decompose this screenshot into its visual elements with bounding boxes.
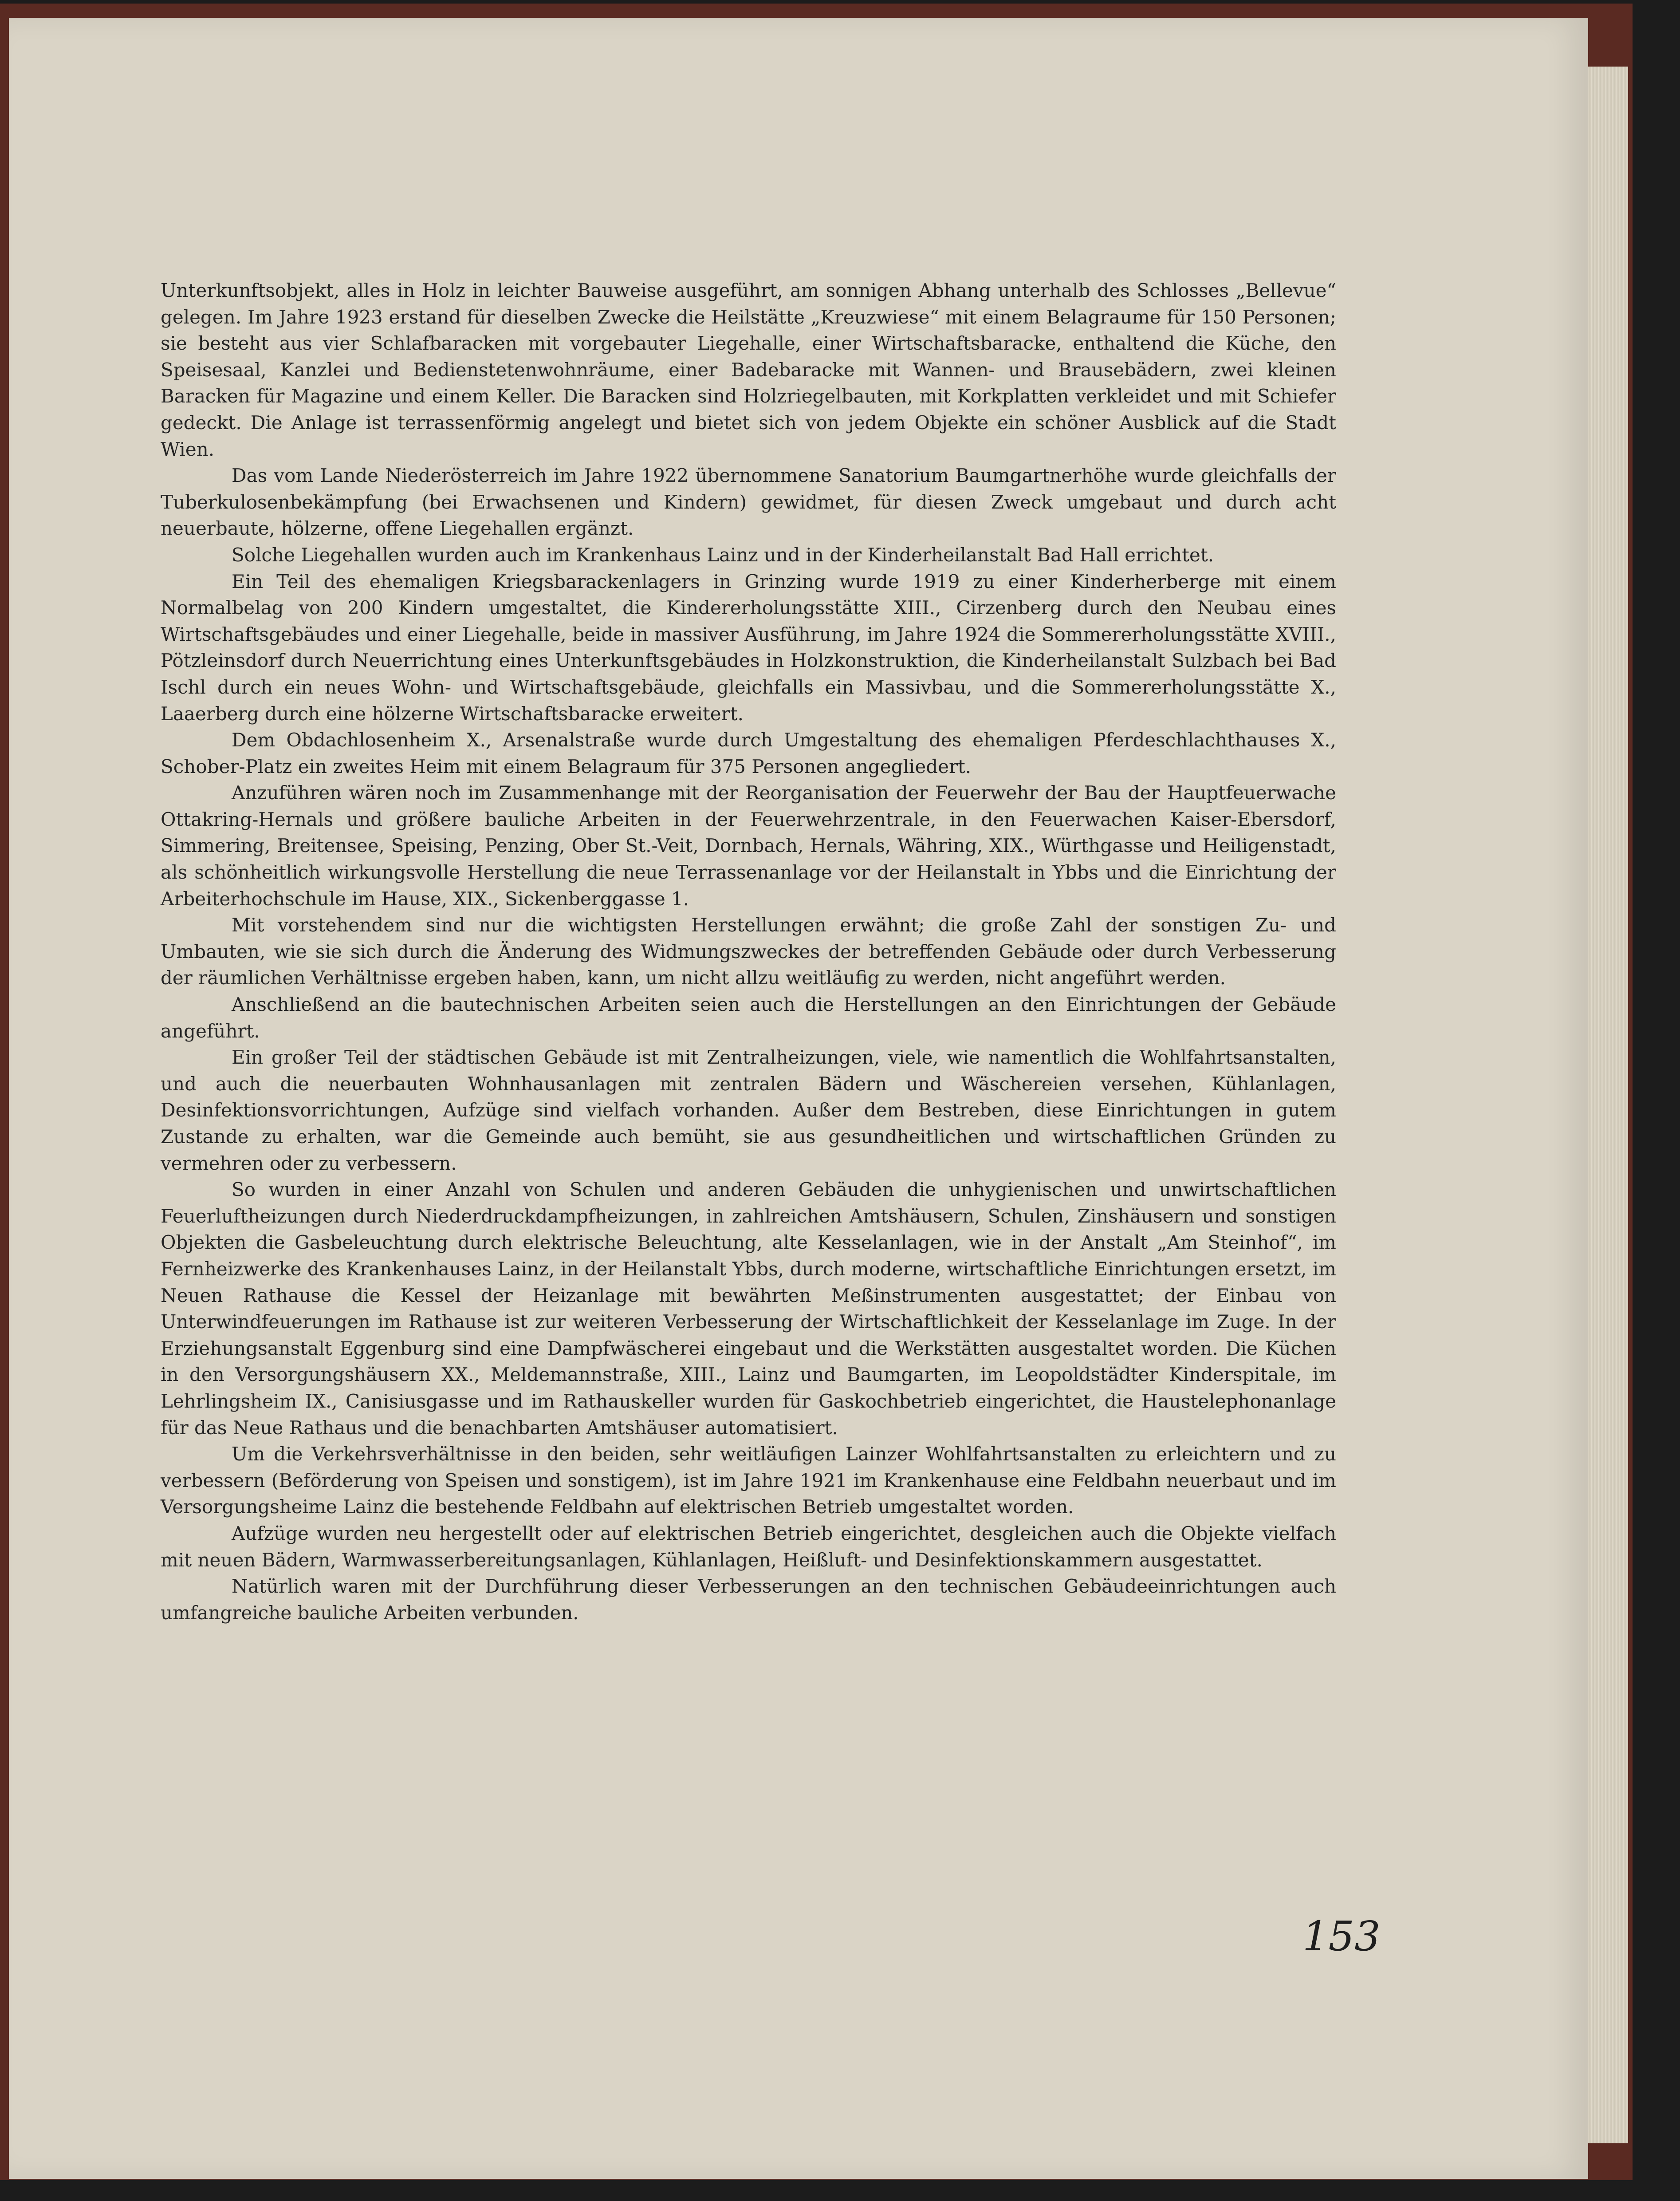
body-text <box>161 277 1336 1626</box>
paragraph-12: Aufzüge wurden neu hergestellt oder auf elektrischen Betrieb eingerichtet, desgleichen auch die Objekte vielfach mit neuen Bädern, Warmwasserbereitungsanlagen, Kühlanlagen, Heißluft- und Desinfektionskammern ausgestattet. <box>161 1522 1336 1571</box>
paragraph-4: Ein Teil des ehemaligen Kriegsbarackenlagers in Grinzing wurde 1919 zu einer Kinderherberge mit einem Normalbelag von 200 Kindern umgestaltet, die Kindererholungsstätte XIII., Cirzenberg durch den Neubau eines Wirtschaftsgebäudes und einer Liegehalle, beide in massiver Ausführung, im Jahre 1924 die Sommererholungsstätte XVIII., Pötzleinsdorf durch Neuerrichtung eines Unterkunftsgebäudes in Holzkonstruktion, die Kinderheilanstalt Sulzbach bei Bad Ischl durch ein neues Wohn- und Wirtschaftsgebäude, gleichfalls ein Massivbau, und die Sommererholungsstätte X., Laaerberg durch eine hölzerne Wirtschaftsbaracke erweitert. <box>161 570 1336 725</box>
paragraph-7: Mit vorstehendem sind nur die wichtigsten Herstellungen erwähnt; die große Zahl der sonstigen Zu- und Umbauten, wie sie sich durch die Änderung des Widmungszweckes der betreffenden Gebäude oder durch Verbesserung der räumlichen Verhältnisse ergeben haben, kann, um nicht allzu weitläufig zu werden, nicht angeführt werden. <box>161 914 1336 989</box>
paragraph-2: Das vom Lande Niederösterreich im Jahre 1922 übernommene Sanatorium Baumgartnerhöhe wurde gleichfalls der Tuberkulosenbekämpfung (bei Erwachsenen und Kindern) gewidmet, für diesen Zweck umgebaut und durch acht neuerbaute, hölzerne, offene Liegehallen ergänzt. <box>161 465 1336 540</box>
paragraph-10: So wurden in einer Anzahl von Schulen und anderen Gebäuden die unhygienischen und unwirtschaftlichen Feuerluftheizungen durch Niederdruckdampfheizungen, in zahlreichen Amtshäusern, Schulen, Zinshäusern und sonstigen Objekten die Gasbeleuchtung durch elektrische Beleuchtung, alte Kesselanlagen, wie in der Anstalt „Am Steinhof“, im Fernheizwerke des Krankenhauses Lainz, in der Heilanstalt Ybbs, durch moderne, wirtschaftliche Einrichtungen ersetzt, im Neuen Rathause die Kessel der Heizanlage mit bewährten Meßinstrumenten ausgestattet; der Einbau von Unterwindfeuerungen im Rathause ist zur weiteren Verbesserung der Wirtschaftlichkeit der Kesselanlage im Zuge. In der Erziehungsanstalt Eggenburg sind eine Dampfwäscherei eingebaut und die Werkstätten ausgestaltet worden. Die Küchen in den Versorgungshäusern XX., Meldemannstraße, XIII., Lainz und Baumgarten, im Leopoldstädter Kinderspitale, im Lehrlingsheim IX., Canisiusgasse und im Rathauskeller wurden für Gaskochbetrieb eingerichtet, die Haustelephonanlage für das Neue Rathaus und die benachbarten Amtshäuser automatisiert. <box>161 1179 1336 1439</box>
page-number: 153 <box>1302 1913 1381 1960</box>
paragraph-1: Unterkunftsobjekt, alles in Holz in leichter Bauweise ausgeführt, am sonnigen Abhang unterhalb des Schlosses „Bellevue“ gelegen. Im Jahre 1923 erstand für dieselben Zwecke die Heilstätte „Kreuzwiese“ mit einem Belagraume für 150 Personen; sie besteht aus vier Schlafbaracken mit vorgebauter Liegehalle, einer Wirtschaftsbaracke, enthaltend die Küche, den Speisesaal, Kanzlei und Bedienstetenwohnräume, einer Badebaracke mit Wannen- und Brausebädern, zwei kleinen Baracken für Magazine und einem Keller. Die Baracken sind Holzriegelbauten, mit Korkplatten verkleidet und mit Schiefer gedeckt. Die Anlage ist terrassenförmig angelegt und bietet sich von jedem Objekte ein schöner Ausblick auf die Stadt Wien. <box>161 280 1336 460</box>
paragraph-6: Anzuführen wären noch im Zusammenhange mit der Reorganisation der Feuerwehr der Bau der Hauptfeuerwache Ottakring-Hernals und größere bauliche Arbeiten in der Feuerwehrzentrale, in den Feuerwachen Kaiser-Ebersdorf, Simmering, Breitensee, Speising, Penzing, Ober St.-Veit, Dornbach, Hernals, Währing, XIX., Würthgasse und Heiligenstadt, als schönheitlich wirkungsvolle Herstellung die neue Terrassenanlage vor der Heilanstalt in Ybbs und die Einrichtung der Arbeiterhochschule im Hause, XIX., Sickenberggasse 1. <box>161 782 1336 910</box>
paragraph-5: Dem Obdachlosenheim X., Arsenalstraße wurde durch Umgestaltung des ehemaligen Pferdeschlachthauses X., Schober-Platz ein zweites Heim mit einem Belagraum für 375 Personen angegliedert. <box>161 729 1336 777</box>
paragraph-11: Um die Verkehrsverhältnisse in den beiden, sehr weitläufigen Lainzer Wohlfahrtsanstalten zu erleichtern und zu verbessern (Beförderung von Speisen und sonstigem), ist im Jahre 1921 im Krankenhause eine Feldbahn neuerbaut und im Versorgungsheime Lainz die bestehende Feldbahn auf elektrischen Betrieb umgestaltet worden. <box>161 1443 1336 1518</box>
paragraph-13: Natürlich waren mit der Durchführung dieser Verbesserungen an den technischen Gebäudeeinrichtungen auch umfangreiche bauliche Arbeiten verbunden. <box>161 1575 1336 1624</box>
book-page <box>9 18 1588 2179</box>
paragraph-8: Anschließend an die bautechnischen Arbeiten seien auch die Herstellungen an den Einrichtungen der Gebäude angeführt. <box>161 994 1336 1042</box>
paragraph-3: Solche Liegehallen wurden auch im Krankenhaus Lainz und in der Kinderheilanstalt Bad Hall errichtet. <box>232 544 1214 566</box>
paragraph-9: Ein großer Teil der städtischen Gebäude ist mit Zentralheizungen, viele, wie namentlich die Wohlfahrtsanstalten, und auch die neuerbauten Wohnhausanlagen mit zentralen Bädern und Wäschereien versehen, Kühlanlagen, Desinfektionsvorrichtungen, Aufzüge sind vielfach vorhanden. Außer dem Bestreben, diese Einrichtungen in gutem Zustande zu erhalten, war die Gemeinde auch bemüht, sie aus gesundheitlichen und wirtschaftlichen Gründen zu vermehren oder zu verbessern. <box>161 1046 1336 1174</box>
